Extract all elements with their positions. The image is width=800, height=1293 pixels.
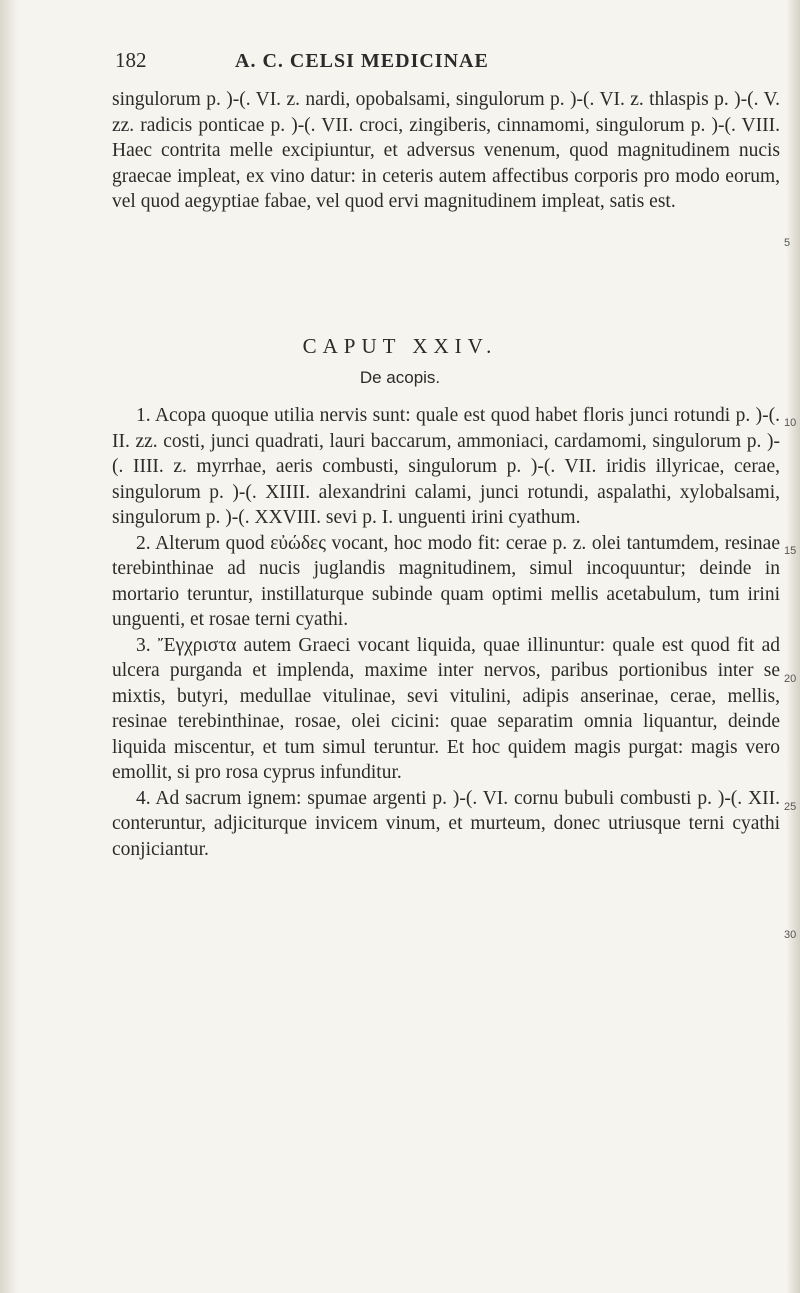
paragraph-top: singulorum p. )-(. VI. z. nardi, opobalsami, singulorum p. )-(. VI. z. thlaspis p. )-(. V. zz. radicis ponticae p. )-(. VII. croci, zingiberis, cinnamomi, singulorum p. )-(. VIII. Haec contrita melle excipiuntur, et adversus venenum, quod magnitudinem nucis graecae impleat, ex vino datur: in ceteris autem affectibus corporis pro modo eorum, vel quod aegyptiae fabae, vel quod ervi magnitudinem impleat, satis est. <box>112 89 780 212</box>
page-gutter-left <box>0 0 18 1293</box>
chapter-title: CAPUT XXIV. <box>302 334 498 358</box>
text-block-top <box>112 87 780 215</box>
line-number: 15 <box>784 545 797 557</box>
line-number: 10 <box>784 417 797 429</box>
line-number: 5 <box>784 237 791 249</box>
line-number: 25 <box>784 801 797 813</box>
chapter-subtitle: De acopis. <box>359 368 441 387</box>
paragraph-3: 3. Ἔγχριστα autem Graeci vocant liquida, quae illinuntur: quale est quod fit ad ulcera purganda et implenda, maxime inter nervos, paribus portionibus inter se mixtis, butyri, medullae vitulinae, sevi vitulini, adipis anserinae, cerae, mellis, resinae terebinthinae, rosae, olei cicini: quae separatim omnia liquantur, deinde liquida miscentur, et tum simul teruntur. Et hoc quidem magis purgat: magis vero emollit, si pro rosa cyprus infunditur. <box>112 634 780 783</box>
paragraph-1: 1. Acopa quoque utilia nervis sunt: quale est quod habet floris junci rotundi p. )-(. II. zz. costi, junci quadrati, lauri baccarum, ammoniaci, cardamomi, singulorum p. )-(. IIII. z. myrrhae, aeris combusti, singulorum p. )-(. VII. iridis illyricae, cerae, singulorum p. )-(. XIIII. alexandrini calami, junci rotundi, aspalathi, xylobalsami, singulorum p. )-(. XXVIII. sevi p. I. unguenti irini cyathum. <box>112 405 780 528</box>
line-number: 30 <box>784 929 797 941</box>
line-number: 20 <box>784 673 797 685</box>
running-title: A. C. CELSI MEDICINAE <box>235 50 489 72</box>
page-gutter-right <box>786 0 800 1293</box>
text-block-chapter <box>112 403 780 862</box>
paragraph-2: 2. Alterum quod εὐώδες vocant, hoc modo fit: cerae p. z. olei tantumdem, resinae terebinthinae ad nucis juglandis magnitudinem, simul incoquuntur; deinde in mortario teruntur, instillaturque subinde quam optimi mellis acetabulum, tum irini unguenti, et rosae terni cyathi. <box>112 532 780 630</box>
page-number: 182 <box>115 48 147 72</box>
paragraph-4: 4. Ad sacrum ignem: spumae argenti p. )-(. VI. cornu bubuli combusti p. )-(. XII. conteruntur, adjiciturque invicem vinum, et murteum, donec utriusque terni cyathi conjiciantur. <box>112 787 780 860</box>
